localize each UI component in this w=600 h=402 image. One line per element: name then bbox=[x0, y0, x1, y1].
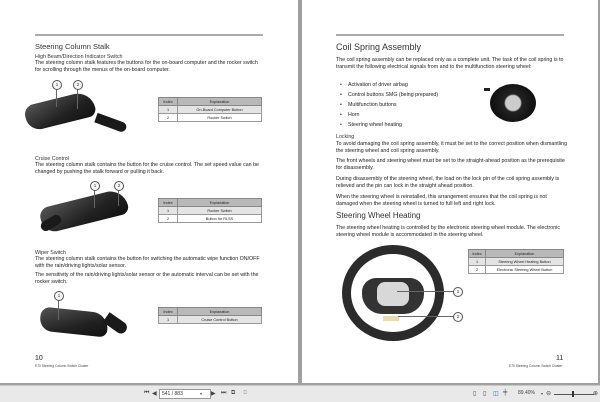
paragraph-locking-4: When the steering wheel is reinstalled, this arrangement ensures that the coil spring is not damaged when the steering wheel is turned to full left and right lock. bbox=[336, 194, 547, 207]
section-title-heating: Steering Wheel Heating bbox=[336, 211, 421, 220]
list-item: • Steering wheel heating bbox=[340, 122, 438, 132]
zoom-out-button[interactable]: ⊖ bbox=[546, 391, 552, 397]
list-item: • Horn bbox=[340, 112, 438, 122]
first-page-button[interactable]: ⏮ bbox=[144, 390, 150, 396]
paragraph-heating: The steering wheel heating is controlled by the electronic steering wheel module. The electronic steering wheel module is accommodated in the steering wheel. bbox=[336, 225, 560, 238]
page-footer: E70 Steering Column Switch Cluster bbox=[35, 364, 89, 368]
section-title-coil-spring: Coil Spring Assembly bbox=[336, 42, 422, 52]
paragraph-locking-1: To avoid damaging the coil spring assembly, it must be set to the correct position when dismantling the steering wheel and coil spring assembly. bbox=[336, 141, 568, 154]
page-footer: E70 Steering Column Switch Cluster bbox=[509, 364, 563, 368]
coil-spring-image bbox=[490, 84, 536, 122]
list-item: • Activation of driver airbag bbox=[340, 82, 438, 92]
continuous-view-icon[interactable]: ▯ bbox=[483, 391, 487, 397]
index-table-high-beam: Index Explanation 1 On-Board Computer Button 2 Rocker Switch bbox=[158, 97, 262, 122]
page-11 bbox=[302, 0, 598, 383]
header-rule bbox=[35, 34, 263, 36]
page-number: 10 bbox=[35, 355, 43, 362]
paragraph-locking-2: The front wheels and steering wheel must be set to the straight-ahead position as the prerequisite for disassembly. bbox=[336, 158, 565, 171]
zoom-dropdown-icon[interactable]: ▾ bbox=[541, 391, 544, 396]
list-item: • Control buttons SMG (being prepared) bbox=[340, 92, 438, 102]
paste-icon[interactable]: ⧉ bbox=[243, 390, 248, 396]
zoom-level[interactable]: 89.40% bbox=[518, 390, 535, 396]
status-bar bbox=[0, 385, 600, 402]
zoom-in-button[interactable]: ⊕ bbox=[593, 391, 599, 397]
index-table-wiper: Index Explanation 1 Cruise Control Button bbox=[158, 307, 262, 324]
callout-2: 2 bbox=[114, 181, 124, 191]
copy-icon[interactable]: ⧉ bbox=[231, 390, 236, 396]
zoom-slider[interactable] bbox=[554, 394, 594, 395]
callout-2: 2 bbox=[453, 312, 463, 322]
paragraph-coil-intro: The coil spring assembly can be replaced only as a complete unit. The task of the coil spring is to transmit the following electrical signals from and to the multifunction steering wheel: bbox=[336, 57, 564, 70]
index-table-heating: Index Explanation 1 Steering Wheel Heating Button 2 Electronic Steering Wheel Button bbox=[468, 249, 564, 274]
callout-1: 1 bbox=[90, 181, 100, 191]
callout-1: 1 bbox=[54, 291, 64, 301]
last-page-button[interactable]: ⏭ bbox=[221, 390, 227, 396]
section-title: Steering Column Stalk bbox=[35, 42, 110, 51]
previous-page-button[interactable]: ◀ bbox=[152, 391, 157, 397]
paragraph-high-beam: The steering column stalk features the buttons for the on-board computer and the rocker switch for scrolling through the menus of the on-board computer. bbox=[35, 60, 258, 73]
callout-2: 2 bbox=[73, 80, 83, 90]
paragraph-locking-3: During disassembly of the steering wheel, the load on the lock pin of the coil spring assembly is relieved and the pin can lock in the straight ahead position. bbox=[336, 176, 560, 189]
page-number-input[interactable]: 541 / 883 bbox=[159, 389, 211, 399]
two-page-continuous-view-icon[interactable]: ╪ bbox=[503, 390, 508, 396]
zoom-slider-thumb[interactable] bbox=[572, 391, 574, 397]
two-page-view-icon[interactable]: ◫ bbox=[493, 391, 499, 397]
header-rule bbox=[336, 34, 564, 36]
signal-list bbox=[340, 82, 438, 132]
paragraph-cruise-control: The steering column stalk contains the button for the cruise control. The set speed value can be changed by pushing the stalk forward or pulling it back. bbox=[35, 162, 259, 175]
subtitle-cruise-control: Cruise Control bbox=[35, 156, 69, 162]
index-table-cruise: Index Explanation 1 Rocker Switch 2 Button for RLSS bbox=[158, 198, 262, 223]
subtitle-high-beam: High Beam/Direction Indicator Switch bbox=[35, 54, 123, 60]
page-10 bbox=[0, 0, 298, 383]
single-page-view-icon[interactable]: ▯ bbox=[473, 391, 477, 397]
paragraph-wiper-2: The sensitivity of the rain/driving lights/solar sensor or the automatic interval can be set with the rocker switch. bbox=[35, 272, 259, 285]
stalk-image-wiper bbox=[39, 307, 109, 338]
next-page-button[interactable]: ▶ bbox=[211, 391, 216, 397]
subtitle-wiper-switch: Wiper Switch bbox=[35, 250, 66, 256]
page-number: 11 bbox=[556, 355, 564, 362]
page-dropdown-icon[interactable]: ▾ bbox=[200, 391, 203, 396]
subtitle-locking: Locking bbox=[336, 134, 355, 140]
stalk-tip bbox=[94, 113, 127, 133]
callout-1: 1 bbox=[453, 287, 463, 297]
paragraph-wiper-1: The steering column stalk contains the button for switching the automatic wipe function ON/OFF with the rain/driving lights/solar sensor. bbox=[35, 256, 260, 269]
callout-1: 1 bbox=[52, 80, 62, 90]
list-item: • Multifunction buttons bbox=[340, 102, 438, 112]
stalk-image-high-beam bbox=[23, 90, 97, 132]
